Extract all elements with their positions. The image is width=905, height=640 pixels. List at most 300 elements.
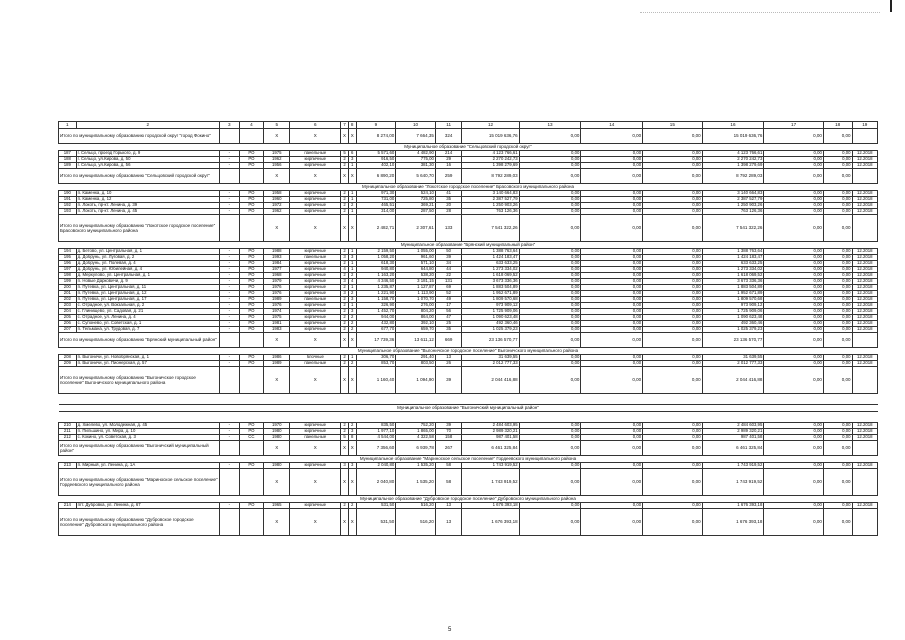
data-cell: панельные [290, 255, 341, 261]
row-number: 203 [59, 303, 77, 309]
row-number: 209 [59, 361, 77, 367]
subtotal-cell: 13 611,12 [396, 333, 436, 348]
data-cell: 2 [341, 157, 349, 163]
subtotal-cell: 1 743 919,52 [702, 469, 764, 496]
subtotal-cell: 0,00 [764, 129, 824, 144]
data-cell: 1 025 379,23 [462, 327, 519, 333]
subtotal-cell: 0,00 [643, 367, 703, 394]
data-cell: 465,51 [356, 203, 396, 209]
data-cell: 864,00 [396, 315, 436, 321]
data-cell: 0,00 [581, 151, 643, 157]
subtotal-cell [239, 129, 263, 144]
data-cell: 2 [348, 203, 356, 209]
column-number-cell: 1 [59, 122, 77, 129]
subtotal-cell [852, 333, 877, 348]
data-cell: 2 [341, 249, 349, 255]
data-cell: 1980 [264, 429, 290, 435]
data-cell: 0,00 [581, 429, 643, 435]
subtotal-cell: 0,00 [519, 469, 581, 496]
data-cell: - [219, 291, 239, 297]
data-cell: 29 [435, 157, 461, 163]
data-cell: 12.2018 [852, 249, 877, 255]
data-cell: 0,00 [581, 261, 643, 267]
subtotal-cell: X [348, 509, 356, 536]
data-cell: РО [239, 327, 263, 333]
data-cell: кирпичные [290, 327, 341, 333]
data-cell: 1 070,70 [396, 297, 436, 303]
data-cell: - [219, 261, 239, 267]
subtotal-cell: 0,00 [823, 367, 852, 394]
data-cell: 0,00 [823, 151, 852, 157]
data-cell: 973 909,12 [702, 303, 764, 309]
data-cell: РО [239, 255, 263, 261]
subtotal-cell: X [341, 215, 349, 242]
data-cell: 0,00 [519, 267, 581, 273]
data-cell: 1 250 903,26 [702, 203, 764, 209]
data-cell: 44 [435, 267, 461, 273]
data-cell: РО [239, 291, 263, 297]
subtotal-cell: 0,00 [823, 333, 852, 348]
subtotal-cell: 0,00 [581, 129, 643, 144]
data-cell: 0,00 [519, 261, 581, 267]
data-cell: 0,00 [643, 321, 703, 327]
data-cell: 158 [435, 435, 461, 441]
subtotal-cell [852, 469, 877, 496]
data-cell: - [219, 163, 239, 169]
data-cell: 2 [341, 285, 349, 291]
data-cell: 2 [341, 429, 349, 435]
row-number: 208 [59, 355, 77, 361]
subtotal-cell: 133 [435, 215, 461, 242]
data-cell: 0,00 [519, 303, 581, 309]
data-cell: - [219, 151, 239, 157]
data-cell: 3 673 336,36 [462, 279, 519, 285]
section-heading-row [59, 184, 878, 191]
section-heading: Муниципальное образование "Сельцовский городской округ" [59, 144, 878, 151]
data-cell: 12.2018 [852, 151, 877, 157]
data-cell: 31 639,55 [462, 355, 519, 361]
data-cell: РО [239, 355, 263, 361]
data-cell: 1 [348, 197, 356, 203]
data-cell: 3 [348, 429, 356, 435]
data-cell: кирпичные [290, 315, 341, 321]
data-cell: панельные [290, 151, 341, 157]
data-cell: 0,00 [519, 191, 581, 197]
data-cell: 1975 [264, 151, 290, 157]
data-cell: 41 [435, 191, 461, 197]
data-cell: 0,00 [764, 435, 824, 441]
subtotal-row [59, 333, 878, 348]
data-cell: 0,00 [643, 297, 703, 303]
data-cell: 3 [348, 297, 356, 303]
data-cell: 381,30 [396, 163, 436, 169]
data-cell: 5 [341, 435, 349, 441]
subtotal-cell: 0,00 [519, 169, 581, 184]
subtotal-cell [852, 129, 877, 144]
subtotal-cell: 0,00 [823, 441, 852, 456]
data-cell: 2 [341, 197, 349, 203]
subtotal-cell: 516,20 [396, 509, 436, 536]
data-cell: 0,00 [823, 197, 852, 203]
subtotal-cell: X [290, 509, 341, 536]
data-cell: 2 [348, 503, 356, 509]
data-cell: 571,10 [396, 261, 436, 267]
data-cell: 2 [348, 315, 356, 321]
data-cell: 853,70 [356, 361, 396, 367]
data-cell: 0,00 [519, 429, 581, 435]
data-cell: блочные [290, 355, 341, 361]
data-cell: 940,80 [356, 267, 396, 273]
subtotal-label: Итого по муниципальному образованию "Выгоничский муниципальный район" [59, 441, 220, 456]
data-cell: 12.2018 [852, 303, 877, 309]
subtotal-cell [852, 509, 877, 536]
data-cell: 70 [435, 429, 461, 435]
subtotal-row [59, 129, 878, 144]
data-cell: 12.2018 [852, 361, 877, 367]
data-cell: 0,00 [643, 291, 703, 297]
house-address: п. Тельмана, ул. Трудовая, д. 7 [76, 327, 219, 333]
data-cell: 12.2018 [852, 261, 877, 267]
data-cell: - [219, 423, 239, 429]
row-number: 207 [59, 327, 77, 333]
data-cell: 1962 [264, 209, 290, 215]
house-address: д. Добрунь, ул. Юбилейная, д. 4 [76, 267, 219, 273]
data-cell: кирпичные [290, 209, 341, 215]
subtotal-cell: 0,00 [643, 441, 703, 456]
subtotal-cell: X [264, 509, 290, 536]
row-number: 199 [59, 279, 77, 285]
data-cell: 0,00 [581, 249, 643, 255]
data-cell: - [219, 315, 239, 321]
data-cell: 39 [435, 255, 461, 261]
data-cell: 1976 [264, 303, 290, 309]
data-cell: 0,00 [764, 197, 824, 203]
data-cell: 1 865,00 [396, 429, 436, 435]
register-table-container [58, 121, 878, 536]
data-cell: 0,00 [823, 355, 852, 361]
data-cell: 1 743 919,52 [462, 463, 519, 469]
data-cell: 961,60 [396, 255, 436, 261]
data-cell: 0,00 [764, 327, 824, 333]
data-cell: 644,80 [396, 267, 436, 273]
data-cell: 0,00 [764, 191, 824, 197]
subtotal-cell: 58 [435, 469, 461, 496]
data-cell: кирпичные [290, 321, 341, 327]
data-cell: 20 [435, 203, 461, 209]
subtotal-cell [219, 441, 239, 456]
data-cell: 1 [348, 285, 356, 291]
subtotal-cell: X [290, 215, 341, 242]
subtotal-row [59, 441, 878, 456]
subtotal-cell: 0,00 [581, 367, 643, 394]
column-number-cell: 12 [462, 122, 519, 129]
data-cell: 4 123 766,61 [462, 151, 519, 157]
data-cell: 12.2018 [852, 503, 877, 509]
data-cell: 0,00 [764, 315, 824, 321]
data-cell: 2 [348, 321, 356, 327]
section-heading: Муниципальное образование "Брянский муниципальный район" [59, 242, 878, 249]
subtotal-cell: 0,00 [823, 129, 852, 144]
subtotal-cell: 0,00 [643, 215, 703, 242]
subtotal-cell: 8 792 289,03 [702, 169, 764, 184]
data-cell: 2 012 777,33 [462, 361, 519, 367]
data-cell: 0,00 [643, 249, 703, 255]
subtotal-cell: 7 664,35 [396, 129, 436, 144]
data-cell: 916,50 [356, 157, 396, 163]
house-address: п. Выгоничи, ул. Новобрянская, д. 1 [76, 355, 219, 361]
data-cell: 1989 [264, 297, 290, 303]
subtotal-cell [239, 441, 263, 456]
data-cell: 2 [348, 423, 356, 429]
data-cell: 0,00 [764, 303, 824, 309]
row-number: 190 [59, 191, 77, 197]
data-cell: 987 401,58 [702, 435, 764, 441]
data-cell: РО [239, 197, 263, 203]
data-cell: 0,00 [519, 273, 581, 279]
data-cell: 1 725 909,06 [702, 309, 764, 315]
house-address: г. Сельцо, проезд Горького, д. 9 [76, 151, 219, 157]
data-cell: 0,00 [764, 255, 824, 261]
subtotal-cell: 0,00 [823, 509, 852, 536]
data-cell: 28 [435, 209, 461, 215]
data-cell: 1 535,20 [396, 463, 436, 469]
data-cell: 0,00 [581, 303, 643, 309]
data-cell: 0,00 [519, 151, 581, 157]
section-heading: Муниципальное образование "Выгоничское городское поселение" Выгоничского муниципального района [59, 348, 878, 355]
data-cell: 0,00 [519, 503, 581, 509]
data-cell: 2 159,50 [356, 249, 396, 255]
data-cell: 12.2018 [852, 267, 877, 273]
data-cell: 13 [435, 503, 461, 509]
data-cell: 2 [348, 291, 356, 297]
data-cell: 763 126,36 [462, 209, 519, 215]
house-address: п. Каменка, д. 10 [76, 191, 219, 197]
data-cell: - [219, 361, 239, 367]
subtotal-cell: 2 482,71 [356, 215, 396, 242]
data-cell: РО [239, 163, 263, 169]
subtotal-label: Итого по муниципальному образованию "Выгоничское городское поселение" Выгоничского муниципального района [59, 367, 220, 394]
data-cell: 0,00 [581, 157, 643, 163]
data-cell: - [219, 309, 239, 315]
data-cell: 0,00 [519, 279, 581, 285]
data-cell: 0,00 [764, 355, 824, 361]
section-heading-row [59, 242, 878, 249]
data-cell: 432,80 [356, 321, 396, 327]
data-cell: 12.2018 [852, 429, 877, 435]
subtotal-cell [219, 367, 239, 394]
data-cell: 50 [435, 249, 461, 255]
data-cell: 0,00 [643, 355, 703, 361]
data-cell: 1968 [264, 273, 290, 279]
column-number-cell: 4 [239, 122, 263, 129]
data-cell: 1981 [264, 321, 290, 327]
subtotal-cell: 0,00 [823, 169, 852, 184]
data-cell: 1 [348, 163, 356, 169]
data-cell: 0,00 [823, 279, 852, 285]
data-cell: 1 398 279,69 [462, 163, 519, 169]
data-cell: 1 424 183,47 [462, 255, 519, 261]
subtotal-cell: 2 044 416,88 [702, 367, 764, 394]
data-cell: 306,70 [356, 355, 396, 361]
subtotal-cell: X [290, 169, 341, 184]
data-cell: РО [239, 297, 263, 303]
data-cell: 2 [341, 303, 349, 309]
data-cell: 12.2018 [852, 291, 877, 297]
data-cell: 1 424 183,47 [702, 255, 764, 261]
data-cell: 0,00 [823, 309, 852, 315]
data-cell: 1976 [264, 285, 290, 291]
data-cell: 1970 [264, 423, 290, 429]
data-cell: 0,00 [823, 285, 852, 291]
data-cell: 0,00 [643, 273, 703, 279]
row-number: 200 [59, 285, 77, 291]
data-cell: 2 387 527,79 [462, 197, 519, 203]
data-cell: 0,00 [823, 429, 852, 435]
row-number: 187 [59, 151, 77, 157]
data-cell: 0,00 [643, 163, 703, 169]
subtotal-cell: X [264, 333, 290, 348]
data-cell: 12.2018 [852, 163, 877, 169]
data-cell: 1 055,00 [396, 249, 436, 255]
column-number-cell: 6 [290, 122, 341, 129]
data-cell: 0,00 [764, 163, 824, 169]
row-number: 205 [59, 315, 77, 321]
subtotal-cell: 1 743 919,52 [462, 469, 519, 496]
data-cell: 775,00 [396, 157, 436, 163]
column-number-cell: 3 [219, 122, 239, 129]
data-cell: 0,00 [823, 191, 852, 197]
data-cell: 0,00 [764, 291, 824, 297]
house-address: г. Сельцо, ул.Кирова, д. 50 [76, 157, 219, 163]
subtotal-cell: 23 136 570,77 [462, 333, 519, 348]
data-cell: 1979 [264, 279, 290, 285]
section-heading: Муниципальное образование "Локотское городское поселение" Брасовского муниципального района [59, 184, 878, 191]
data-cell: 276,00 [396, 303, 436, 309]
data-cell: 1 [348, 209, 356, 215]
subtotal-cell: 7 356,60 [356, 441, 396, 456]
house-address: д. Добрунь, ул. Луговая, д. 2 [76, 255, 219, 261]
data-cell: 12.2018 [852, 209, 877, 215]
data-cell: 0,00 [581, 297, 643, 303]
data-cell: 0,00 [519, 463, 581, 469]
subtotal-cell: 6 939,78 [396, 441, 436, 456]
data-cell: 12.2018 [852, 435, 877, 441]
data-cell: 17 [435, 303, 461, 309]
data-cell: - [219, 197, 239, 203]
column-number-cell: 9 [356, 122, 396, 129]
subtotal-cell: 6 890,20 [356, 169, 396, 184]
data-cell: кирпичные [290, 261, 341, 267]
data-cell: кирпичные [290, 285, 341, 291]
data-cell: 2 [341, 163, 349, 169]
data-cell: 314,00 [356, 209, 396, 215]
subtotal-cell: X [348, 129, 356, 144]
data-cell: 1986 [264, 355, 290, 361]
data-cell: 0,00 [643, 261, 703, 267]
subtotal-cell [219, 469, 239, 496]
data-cell: 2 [341, 273, 349, 279]
data-cell: 0,00 [581, 163, 643, 169]
subtotal-cell: 8 274,00 [356, 129, 396, 144]
data-cell: 2 [348, 361, 356, 367]
subtotal-cell: 0,00 [764, 215, 824, 242]
data-cell: 12.2018 [852, 197, 877, 203]
data-cell: 402,10 [356, 163, 396, 169]
data-cell: 31 639,55 [702, 355, 764, 361]
subtotal-cell: 0,00 [643, 509, 703, 536]
data-cell: 0,00 [823, 163, 852, 169]
data-cell: панельные [290, 361, 341, 367]
data-cell: 12.2018 [852, 321, 877, 327]
house-address: п. Локоть, пр-кт. Ленина, д. 39 [76, 203, 219, 209]
data-cell: 0,00 [764, 429, 824, 435]
data-cell: - [219, 157, 239, 163]
section-heading-row [59, 456, 878, 463]
data-cell: 0,00 [764, 503, 824, 509]
subtotal-cell: 13 [435, 509, 461, 536]
row-number: 211 [59, 429, 77, 435]
section-heading-row [59, 144, 878, 151]
data-cell: 47 [435, 315, 461, 321]
data-cell: 0,00 [581, 355, 643, 361]
data-cell: 3 [348, 157, 356, 163]
data-cell: 0,00 [519, 355, 581, 361]
data-cell: РО [239, 463, 263, 469]
data-cell: 0,00 [823, 361, 852, 367]
house-address: с. Супонево, ул. Советская, д. 1 [76, 321, 219, 327]
data-cell: 0,00 [643, 309, 703, 315]
data-cell: 763 126,36 [702, 209, 764, 215]
data-cell: 4 [341, 267, 349, 273]
subtotal-cell: X [264, 169, 290, 184]
data-cell: 492 360,46 [702, 321, 764, 327]
data-cell: 752,20 [396, 423, 436, 429]
house-address: пгт. Дубровка, ул. Ленина, д. 67 [76, 503, 219, 509]
subtotal-cell [852, 367, 877, 394]
data-cell: 2 270 242,73 [702, 157, 764, 163]
column-number-cell: 16 [702, 122, 764, 129]
data-cell: кирпичные [290, 249, 341, 255]
data-cell: 16 [435, 163, 461, 169]
column-number-cell: 11 [435, 122, 461, 129]
data-cell: 1 273 334,02 [462, 267, 519, 273]
data-cell: - [219, 191, 239, 197]
subtotal-cell: X [290, 469, 341, 496]
column-number-header-row [59, 122, 878, 129]
subtotal-cell: X [264, 129, 290, 144]
data-cell: кирпичные [290, 157, 341, 163]
data-cell: 56 [435, 309, 461, 315]
section-heading-row [59, 348, 878, 355]
column-number-cell: 17 [764, 122, 824, 129]
data-cell: кирпичные [290, 203, 341, 209]
house-address: п. Локоть, пр-кт. Ленина, д. 45 [76, 209, 219, 215]
subtotal-cell [219, 215, 239, 242]
data-cell: 0,00 [581, 291, 643, 297]
data-cell: 1 883 504,89 [702, 285, 764, 291]
data-cell: 0,00 [823, 203, 852, 209]
data-cell: 3 [348, 309, 356, 315]
subtotal-cell [219, 333, 239, 348]
data-cell: РО [239, 191, 263, 197]
data-cell: 12.2018 [852, 297, 877, 303]
data-cell: 4 544,00 [356, 435, 396, 441]
subtotal-cell: X [264, 441, 290, 456]
subtotal-label: Итого по муниципальному образованию "Брянский муниципальный район" [59, 333, 220, 348]
data-cell: 0,00 [764, 261, 824, 267]
data-cell: - [219, 327, 239, 333]
data-cell: 0,00 [764, 463, 824, 469]
